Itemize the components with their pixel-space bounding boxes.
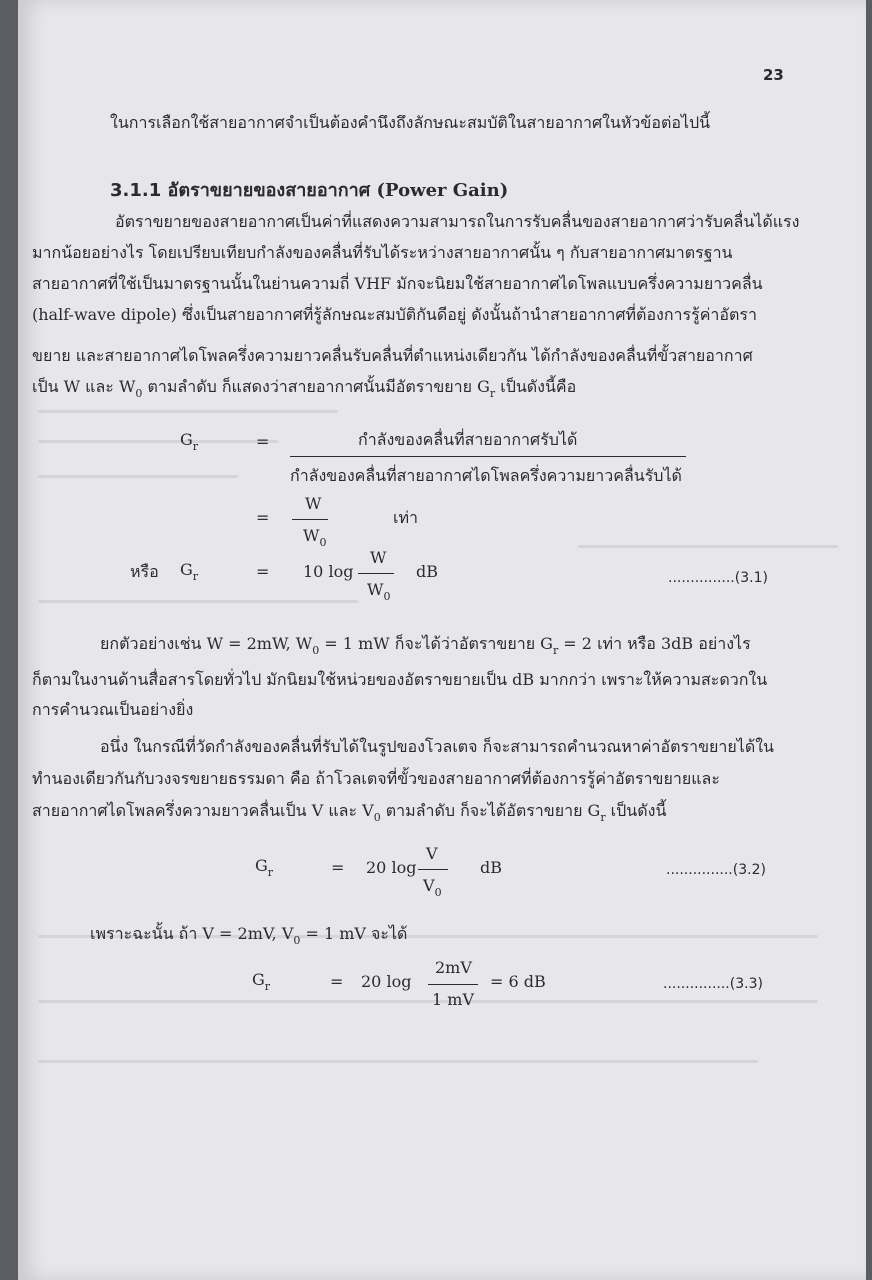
text-run: เป็นดังนี้ (605, 801, 667, 820)
show-through-mark (38, 410, 338, 413)
show-through-mark (38, 1060, 758, 1063)
eq3-lhs: $G_r$ (252, 970, 271, 993)
eq3-numerator: 2mV (435, 958, 472, 977)
eq1-fraction-bar (290, 456, 686, 457)
eq1-lhs: $G_r$ (180, 430, 199, 453)
section-number: 3.1.1 (110, 180, 162, 201)
paragraph-3-line-1: อนึ่ง ในกรณีที่วัดกำลังของคลื่นที่รับได้ในรูปของโวลเตจ ก็จะสามารถคำนวณหาค่าอัตราขยายได้ใน (100, 737, 774, 756)
text-run: = 1 mV จะได้ (300, 924, 408, 943)
eq1c-numerator: W (370, 548, 387, 567)
subscript: r (600, 811, 606, 824)
eq2-equals: = (331, 858, 345, 877)
text-run: เพราะฉะนั้น ถ้า V = 2mV, V (90, 924, 294, 943)
paragraph-3-line-3 (32, 799, 666, 824)
intro-line: ในการเลือกใช้สายอากาศจำเป็นต้องคำนึงถึงลักษณะสมบัติในสายอากาศในหัวข้อต่อไปนี้ (110, 113, 711, 132)
paragraph-1-line-1: อัตราขยายของสายอากาศเป็นค่าที่แสดงความสามารถในการรับคลื่นของสายอากาศว่ารับคลื่นได้แรง (115, 212, 800, 231)
paragraph-2-line-2: ก็ตามในงานด้านสื่อสารโดยทั่วไป มักนิยมใช้หน่วยของอัตราขยายเป็น dB มากกว่า เพราะให้ความสะดวกใน (32, 670, 768, 689)
paragraph-3-line-2: ทำนองเดียวกันกับวงจรขยายธรรมดา คือ ถ้าโวลเตจที่ขั้วของสายอากาศที่ต้องการรู้ค่าอัตราขยายและ (32, 769, 720, 788)
eq1-reference: ...............(3.1) (668, 570, 768, 586)
paragraph-1-line-4: (half-wave dipole) ซึ่งเป็นสายอากาศที่รู้ลักษณะสมบัติกันดีอยู่ ดังนั้นถ้านำสายอากาศที่ต้องการรู้ค่าอัตรา (32, 305, 757, 324)
eq3-coefficient: 20 log (361, 972, 412, 991)
text-run: ตามลำดับ ก็แสดงว่าสายอากาศนั้นมีอัตราขยาย G (142, 377, 490, 396)
text-run: ตามลำดับ ก็จะได้อัตราขยาย G (380, 801, 601, 820)
eq1c-unit: dB (416, 562, 438, 581)
eq1b-numerator: W (305, 494, 322, 513)
eq1-numerator: กำลังของคลื่นที่สายอากาศรับได้ (358, 430, 578, 449)
eq1c-denominator: $W_0$ (367, 580, 391, 603)
paragraph-1-line-3: สายอากาศที่ใช้เป็นมาตรฐานนั้นในย่านความถี่ VHF มักจะนิยมใช้สายอากาศไดโพลแบบครึ่งความยาวคลื่น (32, 274, 763, 293)
show-through-mark (38, 1000, 818, 1003)
eq1c-lhs: $G_r$ (180, 560, 199, 583)
eq2-numerator: V (426, 844, 438, 863)
text-run: ยกตัวอย่างเช่น W = 2mW, W (100, 634, 313, 653)
subscript: 0 (312, 644, 320, 657)
text-run: เป็นดังนี้คือ (495, 377, 577, 396)
eq2-fraction-bar (418, 869, 448, 870)
eq2-unit: dB (480, 858, 502, 877)
eq1c-equals: = (256, 562, 270, 581)
text-run: = 2 เท่า หรือ 3dB อย่างไร (558, 634, 751, 653)
paragraph-4 (90, 922, 407, 947)
subscript: r (489, 387, 496, 400)
show-through-mark (38, 600, 358, 603)
eq1b-denominator: $W_0$ (303, 526, 327, 549)
subscript: 0 (293, 934, 301, 947)
eq1b-equals: = (256, 508, 270, 527)
paragraph-1-line-2: มากน้อยอย่างไร โดยเปรียบเทียบกำลังของคลื่นที่รับได้ระหว่างสายอากาศนั้น ๆ กับสายอากาศมาตรฐาน (32, 243, 733, 262)
eq3-result: = 6 dB (490, 972, 546, 991)
eq2-reference: ...............(3.2) (666, 862, 766, 878)
paragraph-2-line-3: การคำนวณเป็นอย่างยิ่ง (32, 700, 194, 719)
document-page (18, 0, 866, 1280)
paragraph-2-line-1 (100, 632, 751, 657)
show-through-mark (38, 440, 278, 443)
eq1b-fraction-bar (292, 519, 328, 520)
text-run: เป็น W และ W (32, 377, 136, 396)
eq1c-coefficient: 10 log (303, 562, 354, 581)
paragraph-1-line-6 (32, 375, 576, 400)
eq1c-or: หรือ (130, 562, 159, 581)
eq1c-fraction-bar (358, 573, 394, 574)
eq2-lhs: $G_r$ (255, 856, 274, 879)
eq1b-unit: เท่า (393, 508, 418, 527)
page-number: 23 (763, 66, 784, 84)
text-run: = 1 mW ก็จะได้ว่าอัตราขยาย G (319, 634, 553, 653)
show-through-mark (578, 545, 838, 548)
eq2-denominator: $V_0$ (423, 876, 442, 899)
eq2-coefficient: 20 log (366, 858, 417, 877)
section-title-th: อัตราขยายของสายอากาศ (167, 180, 371, 201)
eq1-denominator: กำลังของคลื่นที่สายอากาศไดโพลครึ่งความยาวคลื่นรับได้ (290, 466, 682, 485)
eq3-reference: ...............(3.3) (663, 976, 763, 992)
subscript: r (552, 644, 559, 657)
subscript: 0 (135, 387, 143, 400)
eq3-equals: = (330, 972, 344, 991)
show-through-mark (38, 475, 238, 478)
eq1-equals: = (256, 432, 270, 451)
section-heading (110, 175, 508, 204)
eq3-denominator: 1 mV (432, 990, 474, 1009)
eq3-fraction-bar (428, 984, 478, 985)
subscript: 0 (373, 811, 381, 824)
paragraph-1-line-5: ขยาย และสายอากาศไดโพลครึ่งความยาวคลื่นรับคลื่นที่ตำแหน่งเดียวกัน ได้กำลังของคลื่นที่ขั้วสายอากาศ (32, 346, 753, 365)
text-run: สายอากาศไดโพลครึ่งความยาวคลื่นเป็น V และ V (32, 801, 374, 820)
section-title-en: (Power Gain) (376, 180, 509, 201)
